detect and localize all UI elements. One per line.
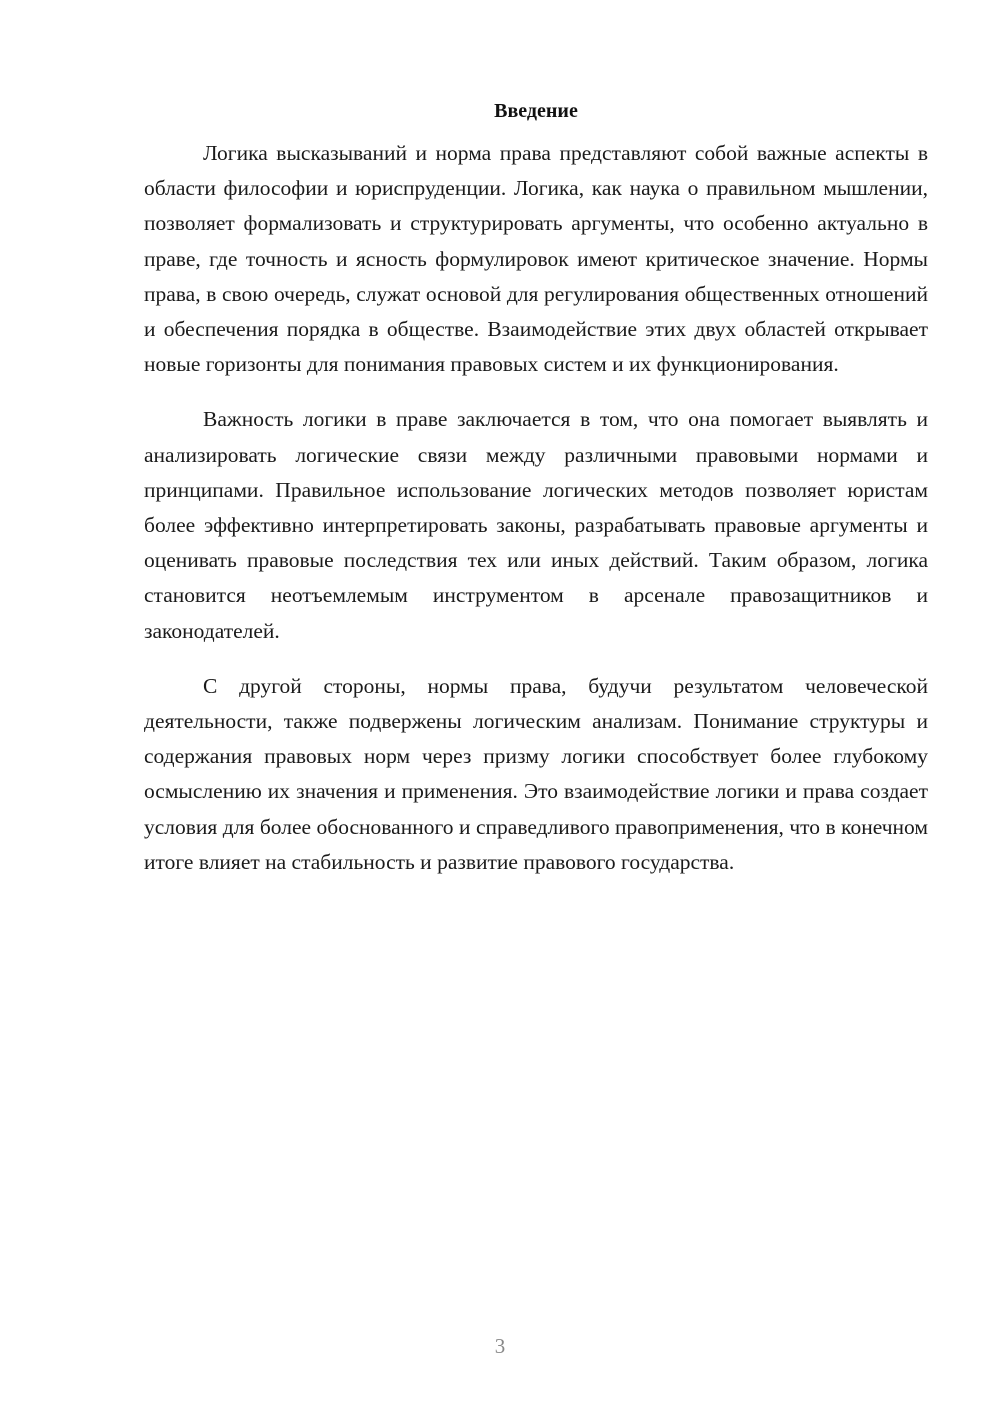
paragraph-1: Логика высказываний и норма права представляют собой важные аспекты в области философии и юриспруденции. Логика, как наука о правильном мышлении, позволяет формализовать и структурировать аргументы, что особенно актуально в праве, где точность и ясность формулировок имеют критическое значение. Нормы права, в свою очередь, служат основой для регулирования общественных отношений и обеспечения порядка в обществе. Взаимодействие этих двух областей открывает новые горизонты для понимания правовых систем и их функционирования. <box>144 141 928 377</box>
paragraph-3: С другой стороны, нормы права, будучи результатом человеческой деятельности, также подвержены логическим анализам. Понимание структуры и содержания правовых норм через призму логики способствует более глубокому осмыслению их значения и применения. Это взаимодействие логики и права создает условия для более обоснованного и справедливого правоприменения, что в конечном итоге влияет на стабильность и развитие правового государства. <box>144 673 928 874</box>
section-heading: Введение <box>494 100 578 122</box>
page-content <box>144 96 928 900</box>
paragraph-2: Важность логики в праве заключается в том, что она помогает выявлять и анализировать логические связи между различными правовыми нормами и принципами. Правильное использование логических методов позволяет юристам более эффективно интерпретировать законы, разрабатывать правовые аргументы и оценивать правовые последствия тех или иных действий. Таким образом, логика становится неотъемлемым инструментом в арсенале правозащитников и законодателей. <box>144 407 928 643</box>
page-number: 3 <box>494 1334 506 1358</box>
